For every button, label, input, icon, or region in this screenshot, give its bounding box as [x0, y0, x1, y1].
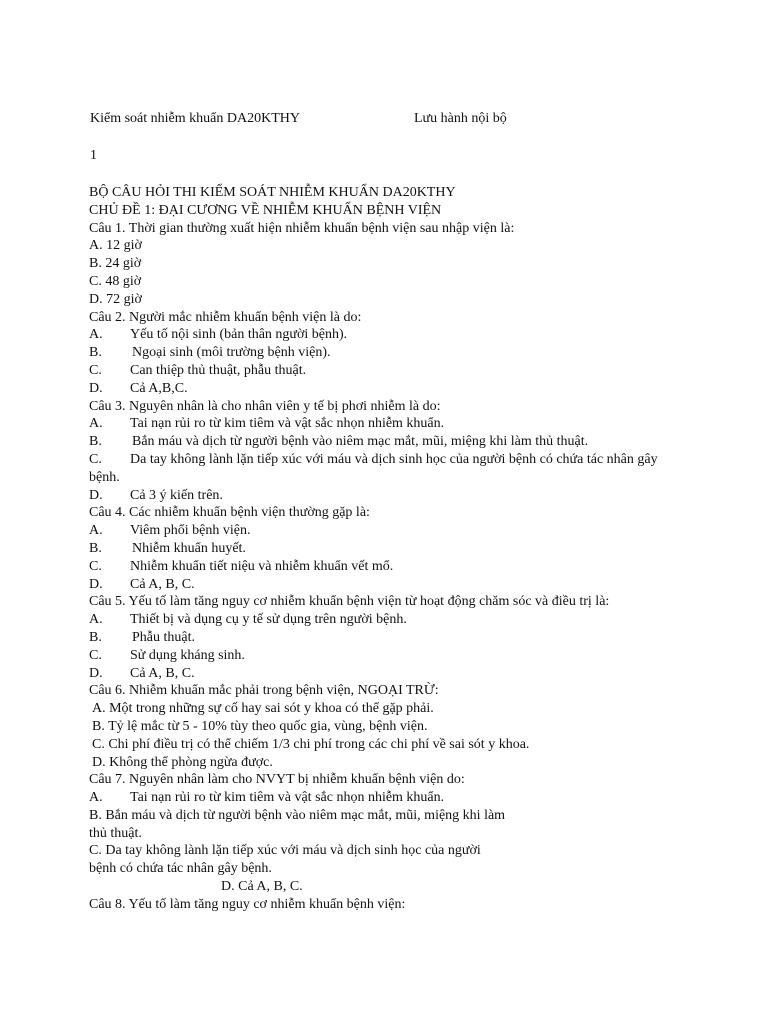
- q4-option-c: [89, 558, 689, 576]
- option-text: Viêm phổi bệnh viện.: [130, 523, 251, 539]
- option-text: Cả 3 ý kiến trên.: [130, 487, 223, 503]
- q7-option-c: C. Da tay không lành lặn tiếp xúc với máu và dịch sinh học của người: [89, 843, 481, 859]
- q4-option-a: [89, 522, 689, 540]
- question-2: Câu 2. Người mắc nhiễm khuẩn bệnh viện là do:: [89, 309, 362, 325]
- option-text: Cả A, B, C.: [130, 665, 195, 681]
- question-4: Câu 4. Các nhiễm khuẩn bệnh viện thường gặp là:: [89, 505, 370, 521]
- q2-option-a: [89, 326, 689, 344]
- q6-option-d: D. Không thể phòng ngừa được.: [92, 754, 273, 770]
- header-course-title: Kiểm soát nhiễm khuẩn DA20KTHY: [90, 111, 300, 126]
- option-text: Cả A, B, C.: [130, 576, 195, 592]
- option-letter: A.: [89, 327, 103, 343]
- q5-option-d: [89, 665, 689, 683]
- option-text: Phẫu thuật.: [132, 629, 195, 645]
- option-text: Ngoại sinh (môi trường bệnh viện).: [132, 345, 331, 361]
- option-letter: D.: [89, 665, 103, 681]
- option-text: Tai nạn rủi ro từ kim tiêm và vật sắc nhọn nhiễm khuẩn.: [130, 790, 445, 806]
- option-text: Yếu tố nội sinh (bản thân người bệnh).: [130, 327, 348, 343]
- option-text: Da tay không lành lặn tiếp xúc với máu và dịch sinh học của người bệnh có chứa tác nhân gây bệnh.: [89, 451, 658, 485]
- q4-option-d: [89, 576, 689, 594]
- q4-option-b: [89, 540, 689, 558]
- option-letter: A.: [89, 612, 103, 628]
- option-letter: D.: [89, 576, 103, 592]
- option-letter: C.: [89, 558, 102, 574]
- option-letter: A.: [89, 790, 103, 806]
- page-number: 1: [90, 148, 97, 163]
- option-text: Cả A,B,C.: [130, 380, 188, 396]
- option-letter: A.: [89, 416, 103, 432]
- topic-heading: CHỦ ĐỀ 1: ĐẠI CƯƠNG VỀ NHIỄM KHUẨN BỆNH VIỆN: [89, 202, 442, 218]
- option-text: Can thiệp thủ thuật, phẫu thuật.: [130, 362, 307, 378]
- option-letter: B.: [89, 540, 102, 556]
- option-letter: B.: [89, 434, 102, 450]
- q5-option-a: [89, 611, 689, 629]
- q7-option-d: D. Cả A, B, C.: [221, 879, 303, 895]
- q6-option-b: B. Tỷ lệ mắc từ 5 - 10% tùy theo quốc gia, vùng, bệnh viện.: [92, 718, 428, 734]
- q6-option-c: C. Chi phí điều trị có thể chiếm 1/3 chi phí trong các chi phí về sai sót y khoa.: [92, 736, 530, 752]
- q1-option-c: C. 48 giờ: [89, 273, 142, 289]
- option-letter: B.: [89, 345, 102, 361]
- q7-option-a: [89, 789, 689, 807]
- q1-option-b: B. 24 giờ: [89, 256, 142, 272]
- q7-option-b: B. Bắn máu và dịch từ người bệnh vào niêm mạc mắt, mũi, miệng khi làm: [89, 807, 506, 823]
- q1-option-d: D. 72 giờ: [89, 291, 142, 307]
- option-text: Bắn máu và dịch từ người bệnh vào niêm mạc mắt, mũi, miệng khi làm thủ thuật.: [132, 434, 589, 450]
- option-text: Nhiễm khuẩn huyết.: [132, 540, 246, 556]
- question-6: Câu 6. Nhiễm khuẩn mắc phải trong bệnh viện, NGOẠI TRỪ:: [89, 683, 439, 699]
- document-body: [89, 184, 689, 914]
- option-text: Tai nạn rủi ro từ kim tiêm và vật sắc nhọn nhiễm khuẩn.: [130, 416, 445, 432]
- document-title: BỘ CÂU HỎI THI KIỂM SOÁT NHIỄM KHUẨN DA20KTHY: [89, 185, 456, 200]
- option-letter: C.: [89, 451, 102, 467]
- question-3: Câu 3. Nguyên nhân là cho nhân viên y tế bị phơi nhiễm là do:: [89, 398, 441, 414]
- q2-option-b: [89, 344, 689, 362]
- option-letter: D.: [89, 380, 103, 396]
- question-1: Câu 1. Thời gian thường xuất hiện nhiễm khuẩn bệnh viện sau nhập viện là:: [89, 220, 515, 236]
- q3-option-a: [89, 415, 689, 433]
- q5-option-b: [89, 629, 689, 647]
- option-letter: B.: [89, 629, 102, 645]
- question-7: Câu 7. Nguyên nhân làm cho NVYT bị nhiễm khuẩn bệnh viện do:: [89, 772, 465, 788]
- q3-option-c: [89, 451, 679, 487]
- question-5: Câu 5. Yếu tố làm tăng nguy cơ nhiễm khuẩn bệnh viện từ hoạt động chăm sóc và điều trị là:: [89, 594, 610, 610]
- q5-option-c: [89, 647, 689, 665]
- q7-option-c-continued: bệnh có chứa tác nhân gây bệnh.: [89, 861, 272, 877]
- option-text: Sử dụng kháng sinh.: [130, 647, 245, 663]
- question-8: Câu 8. Yếu tố làm tăng nguy cơ nhiễm khuẩn bệnh viện:: [89, 896, 406, 912]
- q3-option-b: [89, 433, 689, 451]
- q7-option-b-continued: thủ thuật.: [89, 825, 142, 841]
- header-circulation-note: Lưu hành nội bộ: [414, 111, 507, 126]
- q2-option-c: [89, 362, 689, 380]
- q1-option-a: A. 12 giờ: [89, 238, 142, 254]
- option-letter: C.: [89, 362, 102, 378]
- option-text: Thiết bị và dụng cụ y tế sử dụng trên người bệnh.: [130, 612, 407, 628]
- q6-option-a: A. Một trong những sự cố hay sai sót y khoa có thể gặp phải.: [92, 701, 434, 717]
- option-letter: A.: [89, 523, 103, 539]
- q3-option-d: [89, 487, 689, 505]
- option-letter: C.: [89, 647, 102, 663]
- option-text: Nhiễm khuẩn tiết niệu và nhiễm khuẩn vết mổ.: [130, 558, 394, 574]
- option-letter: D.: [89, 487, 103, 503]
- q2-option-d: [89, 380, 689, 398]
